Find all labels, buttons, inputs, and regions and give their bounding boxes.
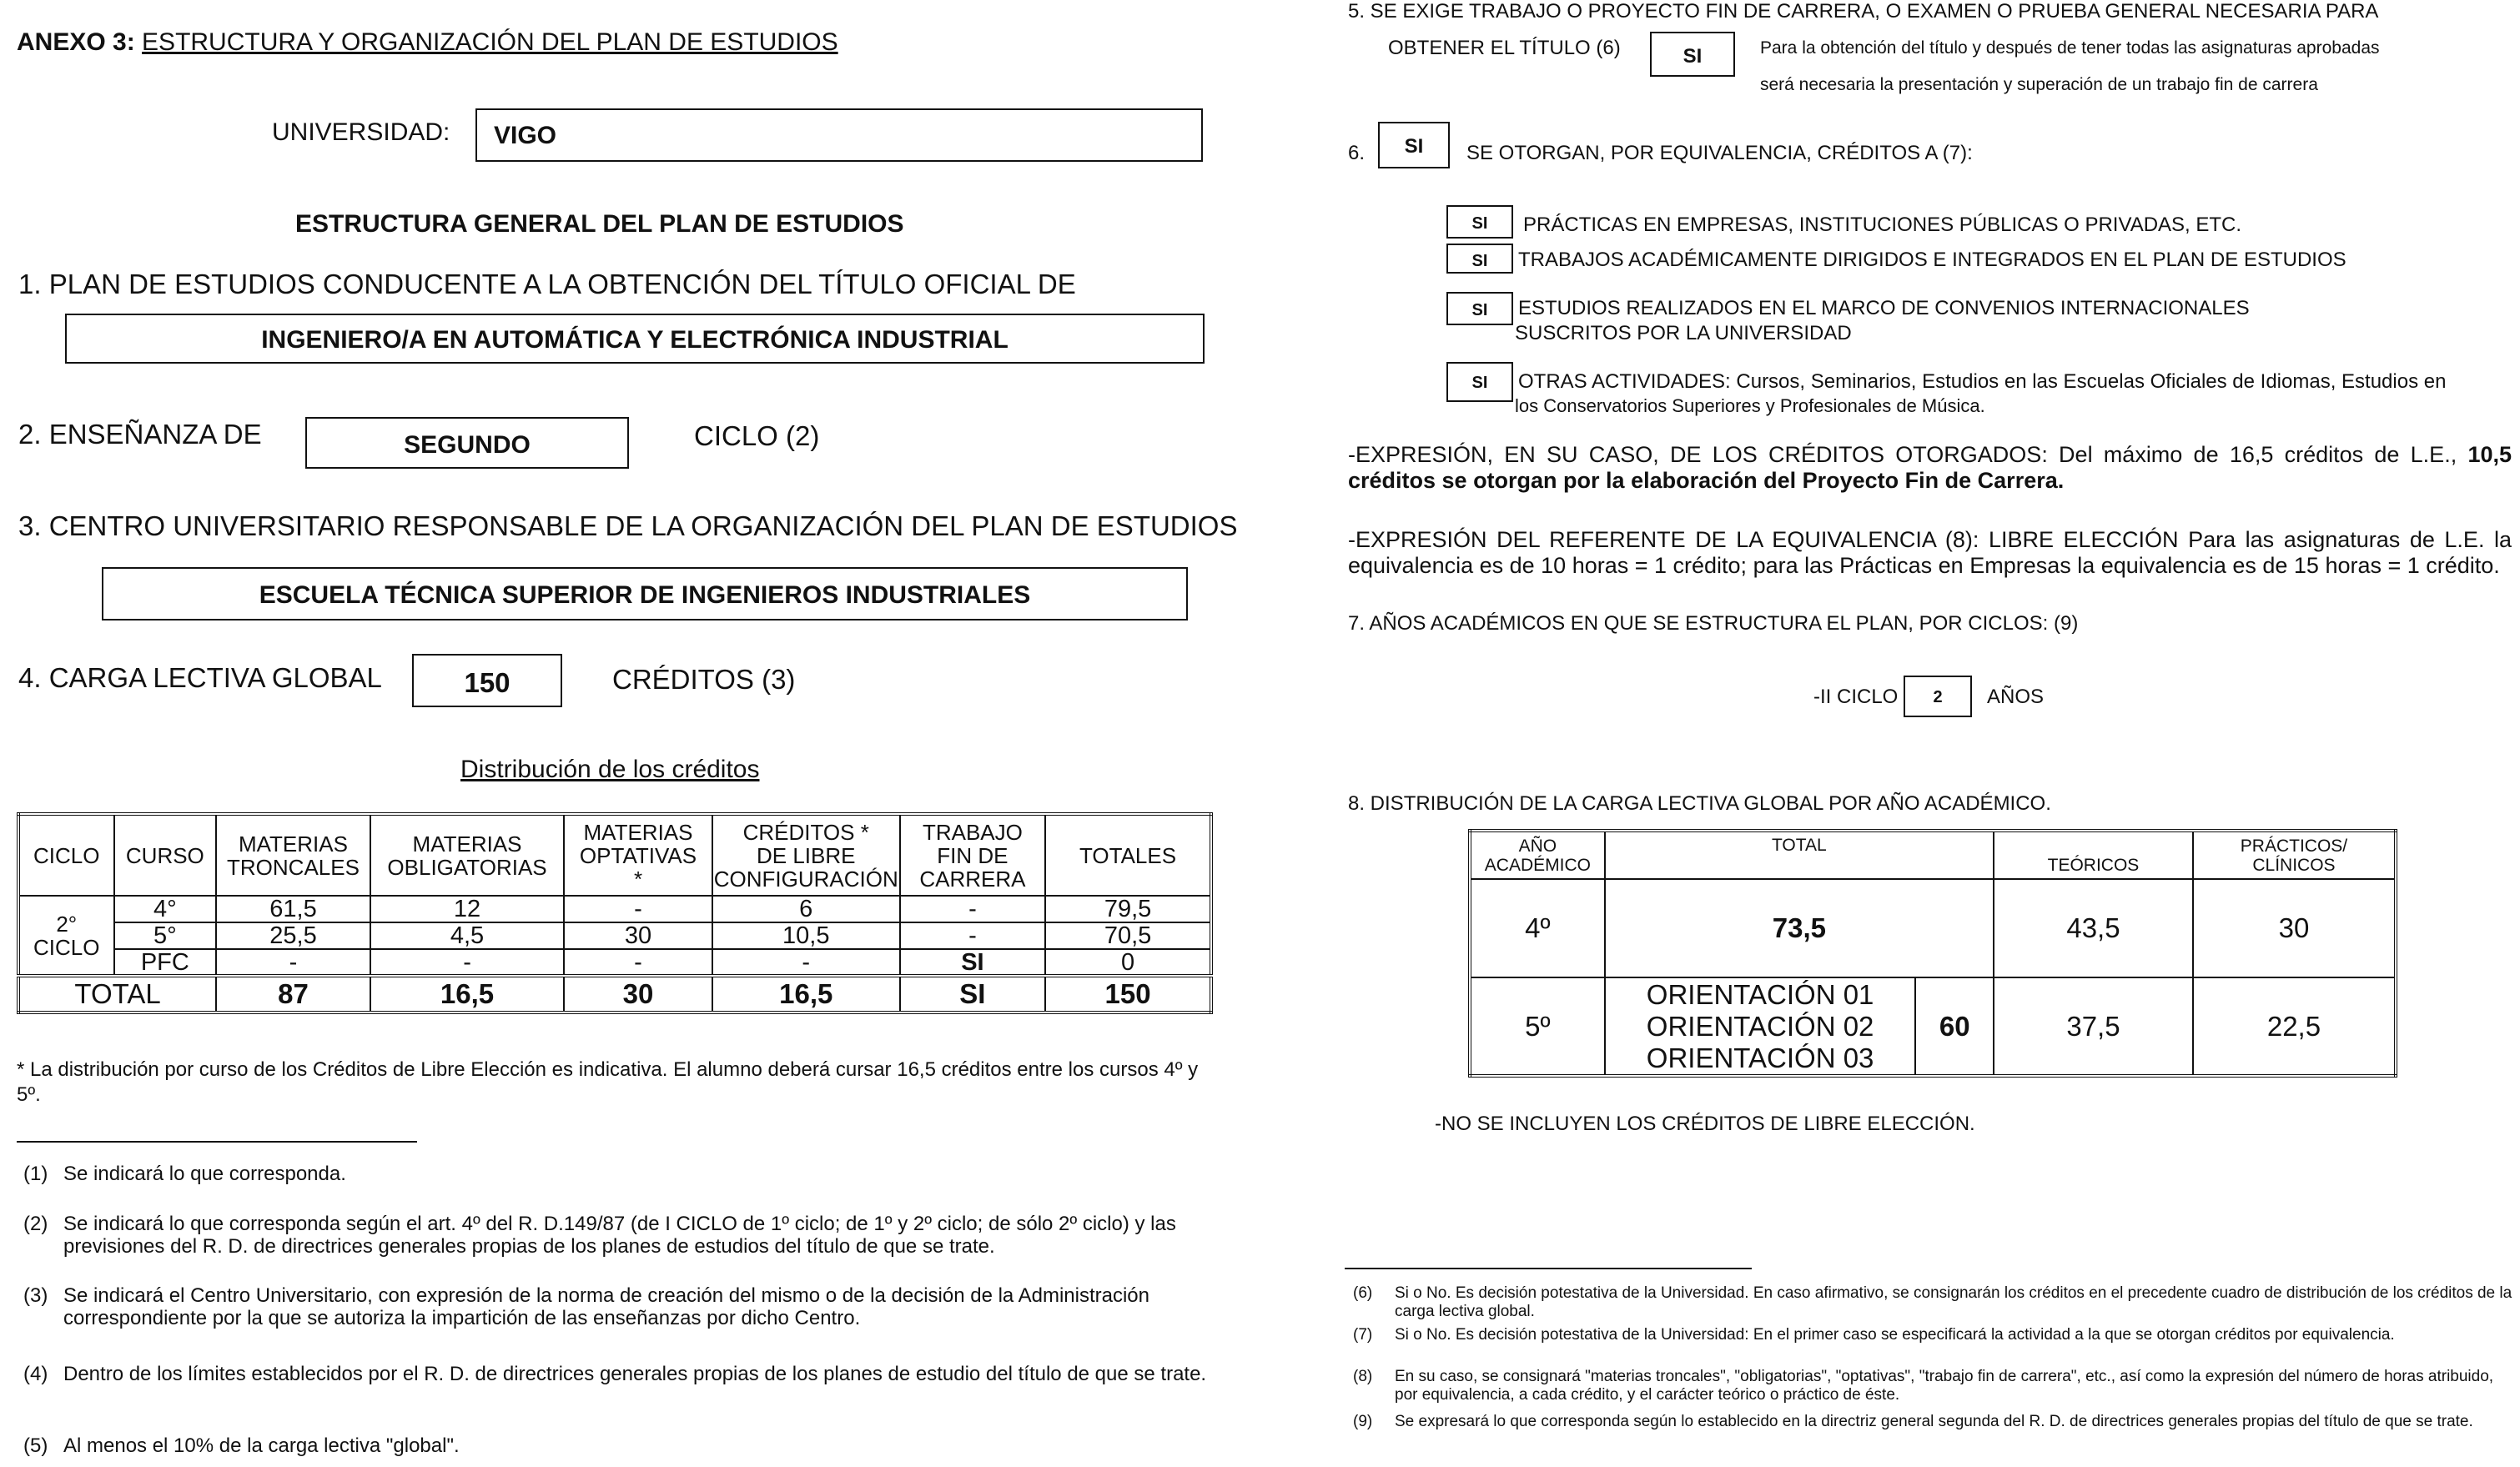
footnote-5: (5) Al menos el 10% de la carga lectiva "global". xyxy=(23,1434,460,1457)
general-structure-title: ESTRUCTURA GENERAL DEL PLAN DE ESTUDIOS xyxy=(295,210,904,238)
distribution-table xyxy=(17,812,1213,1014)
table2-header-row xyxy=(1470,831,2396,879)
equiv-1-value: SI xyxy=(1471,214,1488,233)
trabajo-cell: SI xyxy=(900,949,1045,976)
header-practicos: PRÁCTICOS/ CLÍNICOS xyxy=(2193,831,2396,879)
total-troncales: 87 xyxy=(216,976,370,1012)
item6-value: SI xyxy=(1404,135,1424,158)
libre-cell: 10,5 xyxy=(712,922,900,949)
right-footnote-divider xyxy=(1345,1268,1752,1269)
credits-field xyxy=(412,654,562,707)
header-libre: CRÉDITOS * DE LIBRE CONFIGURACIÓN xyxy=(712,814,900,896)
libre-cell: 6 xyxy=(712,896,900,922)
table-row xyxy=(18,922,1211,949)
expr-referent: -EXPRESIÓN DEL REFERENTE DE LA EQUIVALENCIA (8): LIBRE ELECCIÓN Para las asignaturas de L.E. la equivalencia es de 10 horas = 1 crédito; para las Prácticas en Empresas la equivalencia es de 15 horas = 1 crédito. xyxy=(1348,527,2512,578)
total-trabajo: SI xyxy=(900,976,1045,1012)
total-cell: 73,5 xyxy=(1605,879,1994,977)
item5-line2: OBTENER EL TÍTULO (6) xyxy=(1388,37,1621,59)
total-obligatorias: 16,5 xyxy=(370,976,564,1012)
header-trabajo: TRABAJO FIN DE CARRERA xyxy=(900,814,1045,896)
teoricos-cell: 43,5 xyxy=(1994,879,2193,977)
center-value: ESCUELA TÉCNICA SUPERIOR DE INGENIEROS INDUSTRIALES xyxy=(259,581,1031,609)
equiv-2-text: TRABAJOS ACADÉMICAMENTE DIRIGIDOS E INTEGRADOS EN EL PLAN DE ESTUDIOS xyxy=(1518,249,2346,271)
total-totales: 150 xyxy=(1045,976,1211,1012)
equiv-4-value: SI xyxy=(1471,374,1488,392)
equiv-1-field xyxy=(1446,205,1513,239)
no-libre-note: -NO SE INCLUYEN LOS CRÉDITOS DE LIBRE ELECCIÓN. xyxy=(1435,1113,1975,1135)
item2-label: 2. ENSEÑANZA DE xyxy=(18,419,262,450)
equiv-4-text2: los Conservatorios Superiores y Profesionales de Música. xyxy=(1515,395,1985,416)
equiv-3-field xyxy=(1446,292,1513,325)
ciclo-years-value: 2 xyxy=(1933,688,1943,706)
item7-text: 7. AÑOS ACADÉMICOS EN QUE SE ESTRUCTURA EL PLAN, POR CICLOS: (9) xyxy=(1348,612,2079,635)
trabajo-cell: - xyxy=(900,922,1045,949)
total-cell: 60 xyxy=(1915,977,1994,1076)
footnote-divider xyxy=(17,1141,417,1143)
curso-cell: PFC xyxy=(114,949,217,976)
optativas-cell: - xyxy=(564,896,712,922)
header-ciclo: CICLO xyxy=(18,814,114,896)
footnote-9: (9) Se expresará lo que corresponda según lo establecido en la directriz general segunda del R. D. de directrices generales propias del título de que se trate. xyxy=(1353,1413,2473,1430)
item5-note-1: Para la obtención del título y después de tener todas las asignaturas aprobadas xyxy=(1760,38,2380,58)
item6-text: SE OTORGAN, POR EQUIVALENCIA, CRÉDITOS A (7): xyxy=(1466,142,1973,164)
trabajo-cell: - xyxy=(900,896,1045,922)
distribution-title: Distribución de los créditos xyxy=(460,756,760,783)
equiv-3-text2: SUSCRITOS POR LA UNIVERSIDAD xyxy=(1515,322,1852,344)
expr-credits xyxy=(1348,442,2512,494)
footnote-4: (4) Dentro de los límites establecidos por el R. D. de directrices generales propias de los planes de estudio del título de que se trate. xyxy=(23,1363,1207,1385)
header-ano: AÑO ACADÉMICO xyxy=(1470,831,1605,879)
item4-suffix: CRÉDITOS (3) xyxy=(612,664,796,695)
asterisk-note: * La distribución por curso de los Créditos de Libre Elección es indicativa. El alumno deberá cursar 16,5 créditos entre los cursos 4º y 5º. xyxy=(17,1058,1199,1106)
university-value: VIGO xyxy=(494,122,557,149)
total-libre: 16,5 xyxy=(712,976,900,1012)
optativas-cell: 30 xyxy=(564,922,712,949)
troncales-cell: 61,5 xyxy=(216,896,370,922)
equiv-4-field xyxy=(1446,362,1513,402)
degree-field xyxy=(65,314,1205,364)
header-obligatorias: MATERIAS OBLIGATORIAS xyxy=(370,814,564,896)
ano-cell: 5º xyxy=(1470,977,1605,1076)
cycle-value: SEGUNDO xyxy=(404,431,531,459)
orientations-cell: ORIENTACIÓN 01 ORIENTACIÓN 02 ORIENTACIÓN 03 xyxy=(1605,977,1916,1076)
equiv-3-text: ESTUDIOS REALIZADOS EN EL MARCO DE CONVENIOS INTERNACIONALES xyxy=(1518,297,2250,319)
total-optativas: 30 xyxy=(564,976,712,1012)
header-teoricos: TEÓRICOS xyxy=(1994,831,2193,879)
item1-text: 1. PLAN DE ESTUDIOS CONDUCENTE A LA OBTENCIÓN DEL TÍTULO OFICIAL DE xyxy=(18,269,1076,299)
footnote-1: (1) Se indicará lo que corresponda. xyxy=(23,1163,346,1185)
annex-heading xyxy=(17,28,838,57)
credits-value: 150 xyxy=(464,667,511,698)
item4-label: 4. CARGA LECTIVA GLOBAL xyxy=(18,662,382,693)
libre-cell: - xyxy=(712,949,900,976)
troncales-cell: - xyxy=(216,949,370,976)
center-field xyxy=(102,567,1188,620)
table2-row-4 xyxy=(1470,879,2396,977)
curso-cell: 5° xyxy=(114,922,217,949)
footnote-2: (2) Se indicará lo que corresponda según el art. 4º del R. D.149/87 (de I CICLO de 1º ciclo; de 1º y 2º ciclo; de sólo 2º ciclo) y las previsiones del R. D. de directrices generales propias de los planes de estudios del título de que se trate. xyxy=(23,1213,1176,1258)
expr-credits-prefix: -EXPRESIÓN, EN SU CASO, DE LOS CRÉDITOS OTORGADOS: Del máximo de 16,5 créditos de L.E., xyxy=(1348,442,2468,467)
totales-cell: 0 xyxy=(1045,949,1211,976)
header-total: TOTAL xyxy=(1605,831,1994,879)
practicos-cell: 22,5 xyxy=(2193,977,2396,1076)
footnote-8: (8) En su caso, se consignará "materias troncales", "obligatorias", "optativas", "trabajo fin de carrera", etc., así como la expresión del número de horas atribuido, por equivalencia, a cada crédito, y el carácter teórico o práctico de éste. xyxy=(1353,1368,2494,1404)
annex-label: ANEXO 3: xyxy=(17,28,135,56)
expr-credits-bold: 10,5 créditos se otorgan por la elaboración del Proyecto Fin de Carrera. xyxy=(1348,442,2512,493)
ano-cell: 4º xyxy=(1470,879,1605,977)
item3-text: 3. CENTRO UNIVERSITARIO RESPONSABLE DE LA ORGANIZACIÓN DEL PLAN DE ESTUDIOS xyxy=(18,510,1238,541)
header-optativas: MATERIAS OPTATIVAS * xyxy=(564,814,712,896)
item6-num: 6. xyxy=(1348,142,1366,164)
total-label: TOTAL xyxy=(18,976,216,1012)
item6-field xyxy=(1378,122,1450,168)
footnote-6: (6) Si o No. Es decisión potestativa de la Universidad. En caso afirmativo, se consignarán los créditos en el precedente cuadro de distribución de los créditos de la carga lectiva global. xyxy=(1353,1284,2512,1320)
item2-suffix: CICLO (2) xyxy=(694,420,820,451)
footnote-3: (3) Se indicará el Centro Universitario, con expresión de la norma de creación del mismo o de la decisión de la Administración correspondiente por la que se autoriza la impartición de las enseñanzas por dicho Centro. xyxy=(23,1284,1149,1329)
ciclo-suffix: AÑOS xyxy=(1987,686,2045,708)
obligatorias-cell: - xyxy=(370,949,564,976)
ciclo-cell: 2° CICLO xyxy=(18,896,114,976)
ciclo-years-field xyxy=(1904,676,1972,717)
item5-value: SI xyxy=(1683,45,1703,68)
item8-text: 8. DISTRIBUCIÓN DE LA CARGA LECTIVA GLOBAL POR AÑO ACADÉMICO. xyxy=(1348,792,2051,815)
troncales-cell: 25,5 xyxy=(216,922,370,949)
header-curso: CURSO xyxy=(114,814,217,896)
totales-cell: 70,5 xyxy=(1045,922,1211,949)
header-troncales: MATERIAS TRONCALES xyxy=(216,814,370,896)
obligatorias-cell: 12 xyxy=(370,896,564,922)
table-header-row xyxy=(18,814,1211,896)
cycle-field xyxy=(305,417,629,469)
total-row xyxy=(18,976,1211,1012)
degree-value: INGENIERO/A EN AUTOMÁTICA Y ELECTRÓNICA INDUSTRIAL xyxy=(261,326,1009,354)
ciclo-label: -II CICLO xyxy=(1813,686,1899,708)
university-label: UNIVERSIDAD: xyxy=(272,118,450,146)
header-totales: TOTALES xyxy=(1045,814,1211,896)
curso-cell: 4° xyxy=(114,896,217,922)
totales-cell: 79,5 xyxy=(1045,896,1211,922)
footnote-7: (7) Si o No. Es decisión potestativa de la Universidad: En el primer caso se especificará la actividad a la que se otorgan créditos por equivalencia. xyxy=(1353,1326,2395,1344)
year-distribution-table xyxy=(1468,829,2397,1078)
optativas-cell: - xyxy=(564,949,712,976)
item5-field xyxy=(1650,32,1735,77)
practicos-cell: 30 xyxy=(2193,879,2396,977)
equiv-3-value: SI xyxy=(1471,301,1488,319)
teoricos-cell: 37,5 xyxy=(1994,977,2193,1076)
table2-row-5 xyxy=(1470,977,2396,1076)
equiv-2-field xyxy=(1446,244,1513,274)
table-row xyxy=(18,949,1211,976)
item5-line1: 5. SE EXIGE TRABAJO O PROYECTO FIN DE CARRERA, O EXAMEN O PRUEBA GENERAL NECESARIA PARA xyxy=(1348,0,2379,23)
table-row xyxy=(18,896,1211,922)
university-field xyxy=(475,108,1203,162)
annex-title: ESTRUCTURA Y ORGANIZACIÓN DEL PLAN DE ESTUDIOS xyxy=(142,28,838,56)
equiv-4-text: OTRAS ACTIVIDADES: Cursos, Seminarios, Estudios en las Escuelas Oficiales de Idiomas, Estudios en xyxy=(1518,370,2447,393)
equiv-2-value: SI xyxy=(1471,252,1488,270)
obligatorias-cell: 4,5 xyxy=(370,922,564,949)
equiv-1-text: PRÁCTICAS EN EMPRESAS, INSTITUCIONES PÚBLICAS O PRIVADAS, ETC. xyxy=(1523,214,2242,236)
item5-note-2: será necesaria la presentación y superación de un trabajo fin de carrera xyxy=(1760,75,2318,94)
